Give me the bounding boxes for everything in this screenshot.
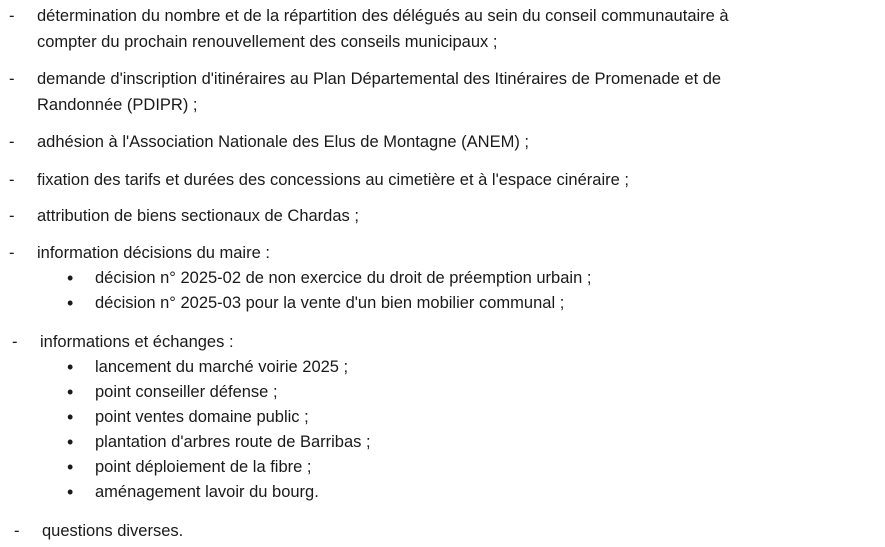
bullet-marker: • — [67, 382, 74, 402]
exchange-text: aménagement lavoir du bourg. — [95, 483, 319, 501]
agenda-item-line: informations et échanges : — [40, 333, 234, 351]
exchange-text: point conseiller défense ; — [95, 383, 278, 401]
agenda-item-line: attribution de biens sectionaux de Chardas ; — [37, 207, 359, 225]
bullet-marker: • — [67, 293, 74, 313]
agenda-item-line: adhésion à l'Association Nationale des Elus de Montagne (ANEM) ; — [37, 133, 530, 151]
exchange-text: point déploiement de la fibre ; — [95, 458, 312, 476]
exchange-text: point ventes domaine public ; — [95, 408, 309, 426]
agenda-item-line: compter du prochain renouvellement des conseils municipaux ; — [37, 33, 498, 51]
agenda-item-line: détermination du nombre et de la répartition des délégués au sein du conseil communautaire à — [37, 7, 729, 25]
bullet-marker: • — [67, 482, 74, 502]
dash-marker: - — [9, 70, 15, 88]
bullet-marker: • — [67, 357, 74, 377]
dash-marker: - — [9, 244, 15, 262]
agenda-item-line: fixation des tarifs et durées des concessions au cimetière et à l'espace cinéraire ; — [37, 171, 629, 189]
exchange-text: plantation d'arbres route de Barribas ; — [95, 433, 371, 451]
dash-marker: - — [12, 333, 18, 351]
decision-text: décision n° 2025-02 de non exercice du droit de préemption urbain ; — [95, 269, 592, 287]
dash-marker: - — [9, 171, 15, 189]
bullet-marker: • — [67, 268, 74, 288]
agenda-item-line: information décisions du maire : — [37, 244, 270, 262]
dash-marker: - — [9, 133, 15, 151]
agenda-item-line: questions diverses. — [42, 522, 184, 540]
dash-marker: - — [14, 522, 20, 540]
agenda-item-line: demande d'inscription d'itinéraires au Plan Départemental des Itinéraires de Promenade et de — [37, 70, 722, 88]
bullet-marker: • — [67, 407, 74, 427]
agenda-item-line: Randonnée (PDIPR) ; — [37, 96, 198, 114]
bullet-marker: • — [67, 432, 74, 452]
dash-marker: - — [9, 207, 15, 225]
decision-text: décision n° 2025-03 pour la vente d'un bien mobilier communal ; — [95, 294, 565, 312]
dash-marker: - — [9, 7, 15, 25]
exchange-text: lancement du marché voirie 2025 ; — [95, 358, 349, 376]
bullet-marker: • — [67, 457, 74, 477]
